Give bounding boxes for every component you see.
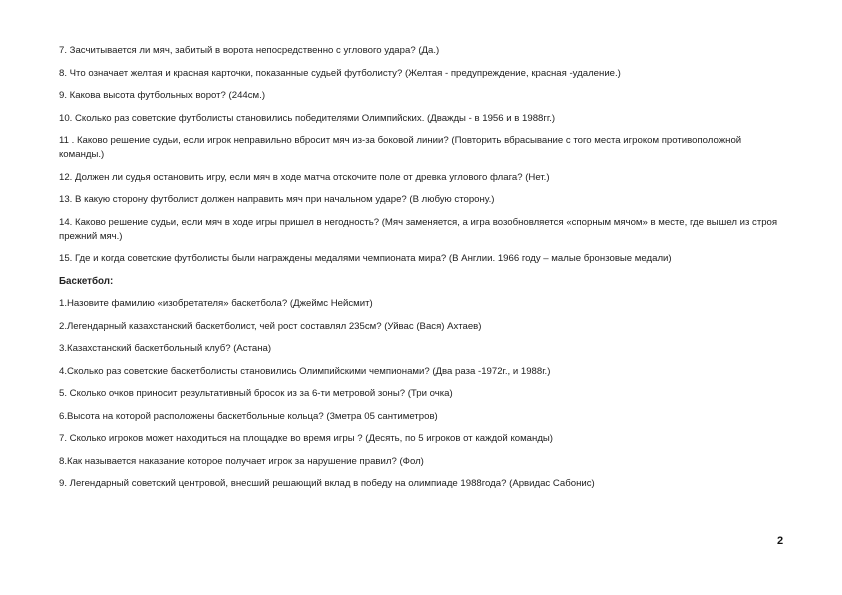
football-question-14: 14. Каково решение судьи, если мяч в ходе игры пришел в негодность? (Мяч заменяется, а игра возобновляется «спорным мячом» в месте, где вышел из строя прежний мяч.) (59, 216, 778, 242)
basketball-question-7: 7. Сколько игроков может находиться на площадке во время игры ? (Десять, по 5 игроков от каждой команды) (59, 433, 554, 444)
basketball-question-6: 6.Высота на которой расположены баскетбольные кольца? (3метра 05 сантиметров) (59, 410, 438, 422)
football-question-13: 13. В какую сторону футболист должен направить мяч при начальном ударе? (В любую сторону.) (59, 194, 495, 205)
page-number: 2 (777, 535, 784, 547)
basketball-question-5: 5. Сколько очков приносит результативный бросок из за 6-ти метровой зоны? (Три очка) (59, 388, 453, 399)
basketball-question-8: 8.Как называется наказание которое получает игрок за нарушение правил? (Фол) (59, 455, 424, 467)
football-question-8: 8. Что означает желтая и красная карточки, показанные судьей футболисту? (Желтая - предупреждение, красная -удаление.) (59, 67, 621, 79)
football-question-11: 11 . Каково решение судьи, если игрок неправильно вбросит мяч из-за боковой линии? (Повторить вбрасывание с того места игроком противоположной команды.) (59, 135, 742, 160)
football-question-10: 10. Сколько раз советские футболисты становились победителями Олимпийских. (Дважды - в 1956 и в 1988гг.) (59, 112, 556, 124)
football-question-12: 12. Должен ли судья остановить игру, если мяч в ходе матча отскочите поле от древка углового флага? (Нет.) (59, 171, 550, 183)
basketball-question-9: 9. Легендарный советский центровой, внесший решающий вклад в победу на олимпиаде 1988года? (Арвидас Сабонис) (59, 478, 595, 489)
basketball-question-3: 3.Казахстанский баскетбольный клуб? (Астана) (59, 343, 272, 354)
football-question-7: 7. Засчитывается ли мяч, забитый в ворота непосредственно с углового удара? (Да.) (59, 45, 440, 56)
basketball-question-1: 1.Назовите фамилию «изобретателя» баскетбола? (Джеймс Нейсмит) (59, 298, 373, 309)
basketball-heading: Баскетбол: (59, 275, 114, 287)
quiz-content (59, 44, 784, 500)
basketball-question-2: 2.Легендарный казахстанский баскетболист, чей рост составлял 235см? (Уйвас (Вася) Ахтаев) (59, 320, 482, 332)
basketball-question-4: 4.Сколько раз советские баскетболисты становились Олимпийскими чемпионами? (Два раза -1972г., и 1988г.) (59, 365, 551, 377)
football-question-9: 9. Какова высота футбольных ворот? (244см.) (59, 90, 266, 101)
football-question-15: 15. Где и когда советские футболисты были награждены медалями чемпионата мира? (В Англии. 1966 году – малые бронзовые медали) (59, 253, 672, 264)
